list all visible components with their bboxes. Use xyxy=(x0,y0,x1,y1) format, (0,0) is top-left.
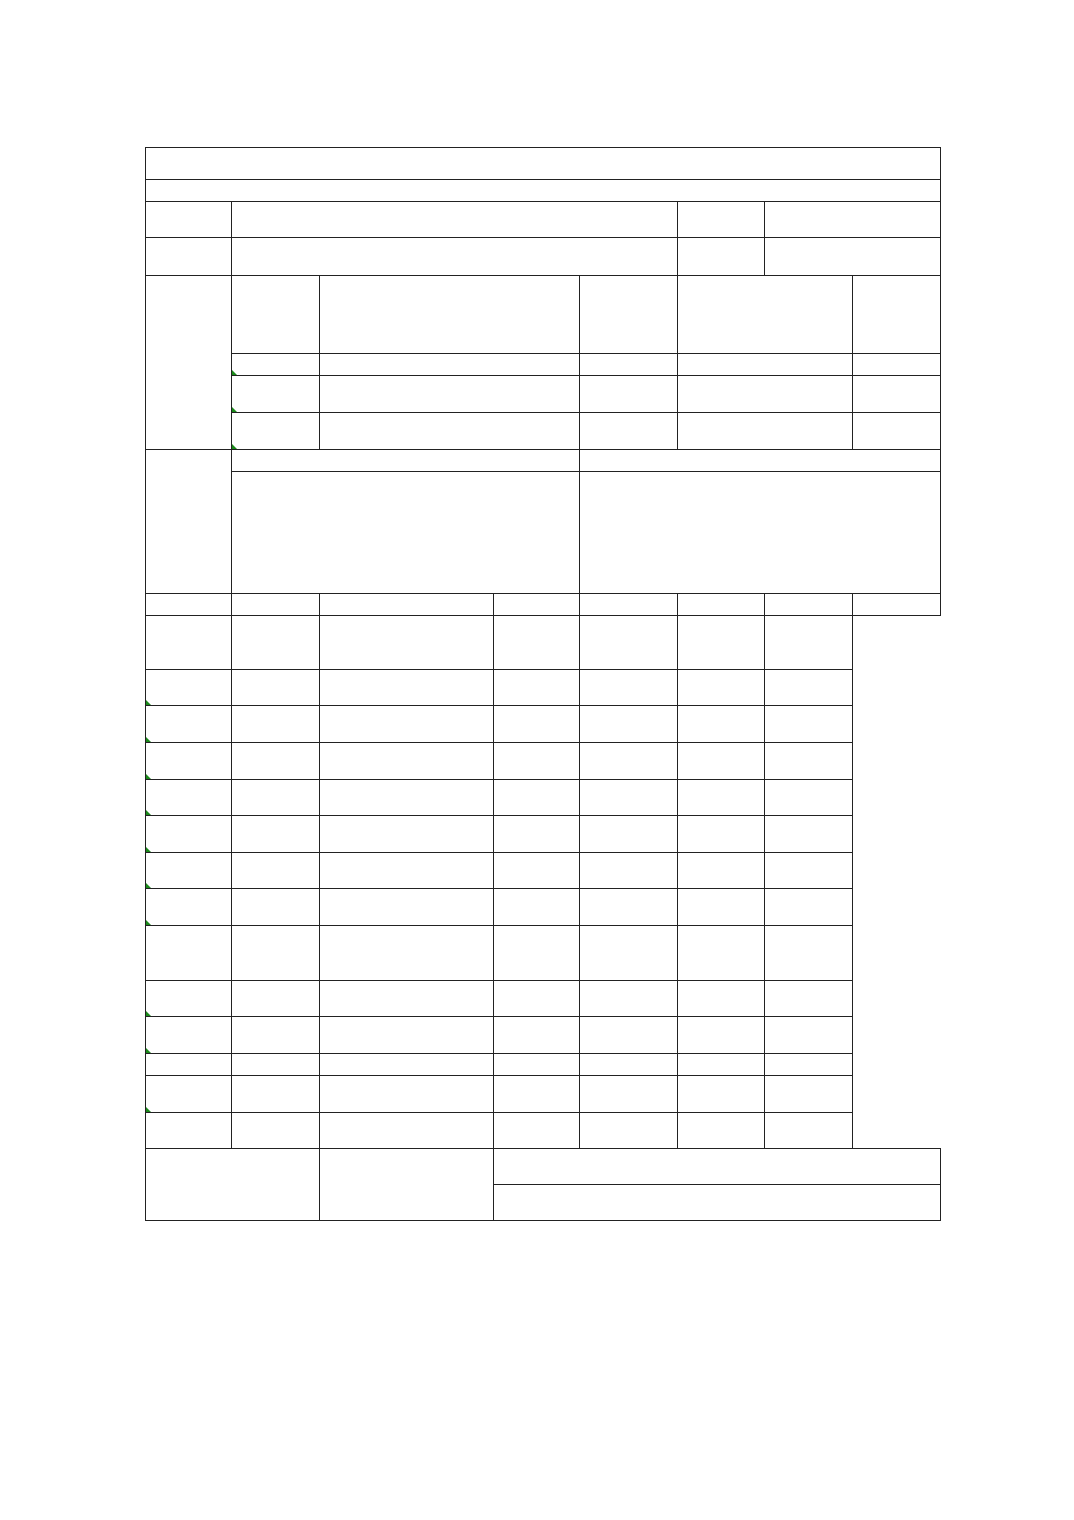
indicator-row xyxy=(146,981,941,1017)
indicator-score xyxy=(765,853,853,889)
contact-label xyxy=(678,238,765,276)
indicator-actual xyxy=(494,926,580,981)
indicator-target xyxy=(320,1054,494,1076)
funds-row-score xyxy=(853,376,941,413)
indicator-target xyxy=(320,1076,494,1113)
indicator-row xyxy=(146,889,941,926)
indicator-row xyxy=(146,926,941,981)
indicator-coef xyxy=(580,706,678,743)
indicator-actual xyxy=(494,706,580,743)
goals-initial-text xyxy=(232,472,580,594)
indicator-name xyxy=(232,981,320,1017)
indicator-coef xyxy=(580,1054,678,1076)
funds-header-initial xyxy=(320,276,580,354)
indicator-header xyxy=(853,594,941,616)
indicator-row xyxy=(146,853,941,889)
funds-row-score xyxy=(853,413,941,450)
indicator-score xyxy=(765,889,853,926)
indicator-target xyxy=(320,670,494,706)
indicator-content xyxy=(146,1017,232,1054)
indicator-weight xyxy=(678,981,765,1017)
indicator-weight xyxy=(678,706,765,743)
indicator-target xyxy=(320,853,494,889)
indicator-weight xyxy=(678,1017,765,1054)
analysis-label xyxy=(146,1149,320,1221)
indicator-weight xyxy=(678,1076,765,1113)
indicator-name xyxy=(232,889,320,926)
funds-row-initial xyxy=(320,354,580,376)
goals-actual-text xyxy=(580,472,941,594)
funds-row-name xyxy=(232,413,320,450)
indicator-score xyxy=(765,926,853,981)
indicator-actual xyxy=(494,616,580,670)
indicator-name xyxy=(232,1076,320,1113)
indicator-name xyxy=(232,853,320,889)
evaluation-table xyxy=(145,147,941,1221)
funds-header-annual xyxy=(580,276,678,354)
funds-row-annual xyxy=(580,413,678,450)
indicator-score xyxy=(765,816,853,853)
indicator-actual xyxy=(494,743,580,780)
indicator-weight xyxy=(678,816,765,853)
funds-row-initial xyxy=(320,376,580,413)
indicator-row xyxy=(146,743,941,780)
indicator-row xyxy=(146,616,941,670)
indicator-weight xyxy=(678,926,765,981)
indicator-score xyxy=(765,1054,853,1076)
indicator-coef xyxy=(580,1113,678,1149)
indicator-content xyxy=(146,1054,232,1076)
funds-header-executed xyxy=(678,276,853,354)
indicator-score xyxy=(765,981,853,1017)
analysis-blank xyxy=(320,1149,494,1221)
indicator-actual xyxy=(494,1076,580,1113)
indicator-weight xyxy=(678,889,765,926)
indicator-content xyxy=(146,706,232,743)
indicator-content xyxy=(146,670,232,706)
indicator-coef xyxy=(580,816,678,853)
analysis-reason xyxy=(494,1149,941,1185)
indicator-content xyxy=(146,981,232,1017)
indicator-content xyxy=(146,1076,232,1113)
indicator-target xyxy=(320,889,494,926)
indicator-score xyxy=(765,1017,853,1054)
indicator-rows xyxy=(146,616,941,1149)
funds-label xyxy=(146,276,232,450)
indicator-weight xyxy=(678,1113,765,1149)
indicator-name xyxy=(232,670,320,706)
indicator-weight xyxy=(678,743,765,780)
indicator-content xyxy=(146,616,232,670)
indicator-row xyxy=(146,670,941,706)
indicator-actual xyxy=(494,1054,580,1076)
funds-row-name xyxy=(232,376,320,413)
department-value xyxy=(232,238,678,276)
indicator-target xyxy=(320,816,494,853)
indicator-header xyxy=(580,594,678,616)
indicator-target xyxy=(320,616,494,670)
department-label xyxy=(146,238,232,276)
indicator-coef xyxy=(580,853,678,889)
indicator-coef xyxy=(580,780,678,816)
goals-actual-header xyxy=(580,450,941,472)
indicator-score xyxy=(765,670,853,706)
indicator-coef xyxy=(580,670,678,706)
evaluation-sheet xyxy=(145,147,940,1221)
project-name-value xyxy=(232,202,678,238)
indicator-target xyxy=(320,981,494,1017)
funds-row-annual xyxy=(580,376,678,413)
indicator-coef xyxy=(580,981,678,1017)
indicator-header xyxy=(494,594,580,616)
indicator-actual xyxy=(494,1113,580,1149)
indicator-coef xyxy=(580,889,678,926)
indicator-weight xyxy=(678,780,765,816)
funds-row-score xyxy=(853,354,941,376)
self-score-label xyxy=(678,202,765,238)
self-score-value xyxy=(765,202,941,238)
project-name-label xyxy=(146,202,232,238)
indicator-target xyxy=(320,926,494,981)
indicator-name xyxy=(232,743,320,780)
indicator-target xyxy=(320,743,494,780)
indicator-name xyxy=(232,1113,320,1149)
indicator-header xyxy=(765,594,853,616)
goals-label xyxy=(146,450,232,594)
indicators-label xyxy=(146,594,232,616)
indicator-name xyxy=(232,926,320,981)
indicator-row xyxy=(146,816,941,853)
indicator-score xyxy=(765,706,853,743)
indicator-content xyxy=(146,780,232,816)
indicator-coef xyxy=(580,926,678,981)
indicator-row xyxy=(146,780,941,816)
indicator-row xyxy=(146,1017,941,1054)
indicator-score xyxy=(765,1076,853,1113)
indicator-content xyxy=(146,889,232,926)
indicator-content xyxy=(146,816,232,853)
indicator-weight xyxy=(678,853,765,889)
indicator-weight xyxy=(678,670,765,706)
indicator-score xyxy=(765,1113,853,1149)
indicator-content xyxy=(146,743,232,780)
funds-row-executed xyxy=(678,354,853,376)
indicator-coef xyxy=(580,1017,678,1054)
indicator-name xyxy=(232,1017,320,1054)
analysis-measure xyxy=(494,1185,941,1221)
indicator-score xyxy=(765,780,853,816)
indicator-row xyxy=(146,1054,941,1076)
goals-initial-header xyxy=(232,450,580,472)
funds-row-annual xyxy=(580,354,678,376)
indicator-score xyxy=(765,616,853,670)
indicator-name xyxy=(232,816,320,853)
indicator-coef xyxy=(580,743,678,780)
funds-row-initial xyxy=(320,413,580,450)
indicator-row xyxy=(146,1076,941,1113)
indicator-actual xyxy=(494,853,580,889)
indicator-actual xyxy=(494,889,580,926)
funds-row-executed xyxy=(678,413,853,450)
indicator-actual xyxy=(494,816,580,853)
indicator-header xyxy=(320,594,494,616)
indicator-weight xyxy=(678,616,765,670)
indicator-score xyxy=(765,743,853,780)
indicator-row xyxy=(146,706,941,743)
indicator-header xyxy=(232,594,320,616)
indicator-target xyxy=(320,1113,494,1149)
indicator-name xyxy=(232,616,320,670)
funds-row-executed xyxy=(678,376,853,413)
indicator-actual xyxy=(494,1017,580,1054)
indicator-actual xyxy=(494,670,580,706)
funds-header-blank xyxy=(232,276,320,354)
indicator-target xyxy=(320,1017,494,1054)
indicator-target xyxy=(320,706,494,743)
indicator-content xyxy=(146,853,232,889)
indicator-coef xyxy=(580,1076,678,1113)
contact-value xyxy=(765,238,941,276)
indicator-name xyxy=(232,706,320,743)
funds-header-score xyxy=(853,276,941,354)
indicator-actual xyxy=(494,981,580,1017)
indicator-content xyxy=(146,926,232,981)
funds-row-name xyxy=(232,354,320,376)
indicator-row xyxy=(146,1113,941,1149)
reporting-unit-row xyxy=(146,180,941,202)
indicator-actual xyxy=(494,780,580,816)
page-title xyxy=(146,148,941,180)
indicator-target xyxy=(320,780,494,816)
indicator-content xyxy=(146,1113,232,1149)
indicator-header xyxy=(678,594,765,616)
indicator-coef xyxy=(580,616,678,670)
indicator-name xyxy=(232,780,320,816)
indicator-name xyxy=(232,1054,320,1076)
indicator-weight xyxy=(678,1054,765,1076)
